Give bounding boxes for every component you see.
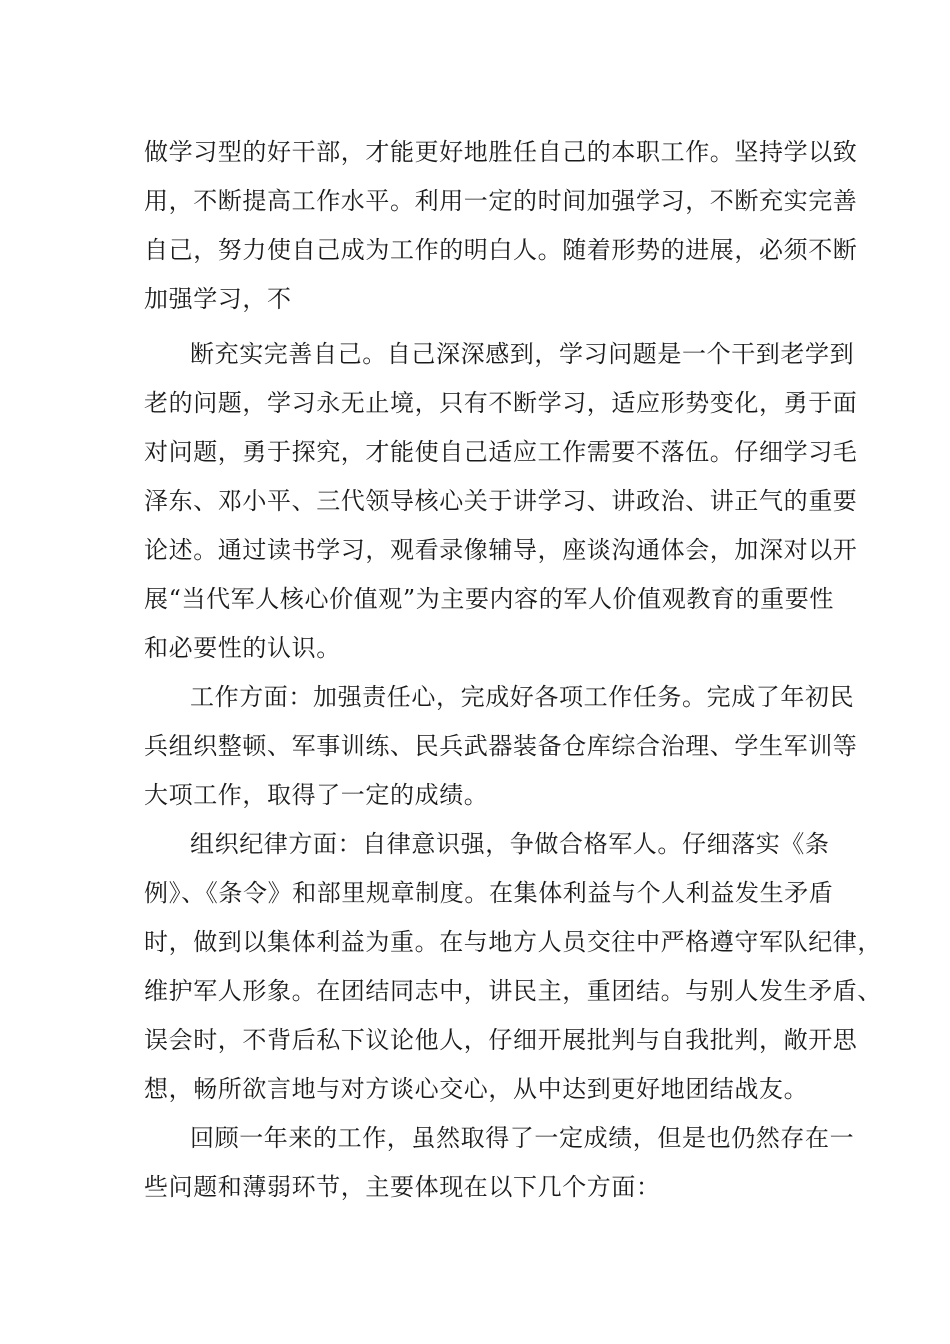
text-line: 兵组织整顿、军事训练、民兵武器装备仓库综合治理、学生军训等 — [144, 732, 858, 760]
text-line: 误会时，不背后私下议论他人，仔细开展批判与自我批判，敞开思 — [144, 1026, 858, 1054]
text-line: 泽东、邓小平、三代领导核心关于讲学习、讲政治、讲正气的重要 — [144, 487, 858, 515]
text-line: 做学习型的好干部，才能更好地胜任自己的本职工作。坚持学以致 — [144, 138, 858, 166]
text-line: 大项工作，取得了一定的成绩。 — [144, 781, 489, 809]
text-line: 对问题，勇于探究，才能使自己适应工作需要不落伍。仔细学习毛 — [144, 438, 858, 466]
text-line: 自己，努力使自己成为工作的明白人。随着形势的进展，必须不断 — [144, 236, 858, 264]
text-line: 老的问题，学习永无止境，只有不断学习，适应形势变化，勇于面 — [144, 389, 858, 417]
paragraph-first-line: 回顾一年来的工作，虽然取得了一定成绩，但是也仍然存在一 — [190, 1124, 855, 1152]
text-line: 和必要性的认识。 — [144, 634, 341, 662]
text-line: 展“当代军人核心价值观”为主要内容的军人价值观教育的重要性 — [144, 585, 834, 613]
paragraph-first-line: 工作方面：加强责任心，完成好各项工作任务。完成了年初民 — [190, 683, 855, 711]
paragraph-first-line: 组织纪律方面：自律意识强，争做合格军人。仔细落实《条 — [190, 830, 830, 858]
text-line: 时，做到以集体利益为重。在与地方人员交往中严格遵守军队纪律， — [144, 928, 882, 956]
text-line: 用，不断提高工作水平。利用一定的时间加强学习，不断充实完善 — [144, 187, 858, 215]
text-line: 维护军人形象。在团结同志中，讲民主，重团结。与别人发生矛盾、 — [144, 977, 882, 1005]
text-line: 论述。通过读书学习，观看录像辅导，座谈沟通体会，加深对以开 — [144, 536, 858, 564]
text-line: 想，畅所欲言地与对方谈心交心，从中达到更好地团结战友。 — [144, 1075, 809, 1103]
text-line: 例》、《条令》和部里规章制度。在集体利益与个人利益发生矛盾 — [144, 879, 834, 907]
text-line: 加强学习，不 — [144, 285, 292, 313]
paragraph-first-line: 断充实完善自己。自己深深感到，学习问题是一个干到老学到 — [190, 340, 855, 368]
text-line: 些问题和薄弱环节，主要体现在以下几个方面： — [144, 1173, 661, 1201]
